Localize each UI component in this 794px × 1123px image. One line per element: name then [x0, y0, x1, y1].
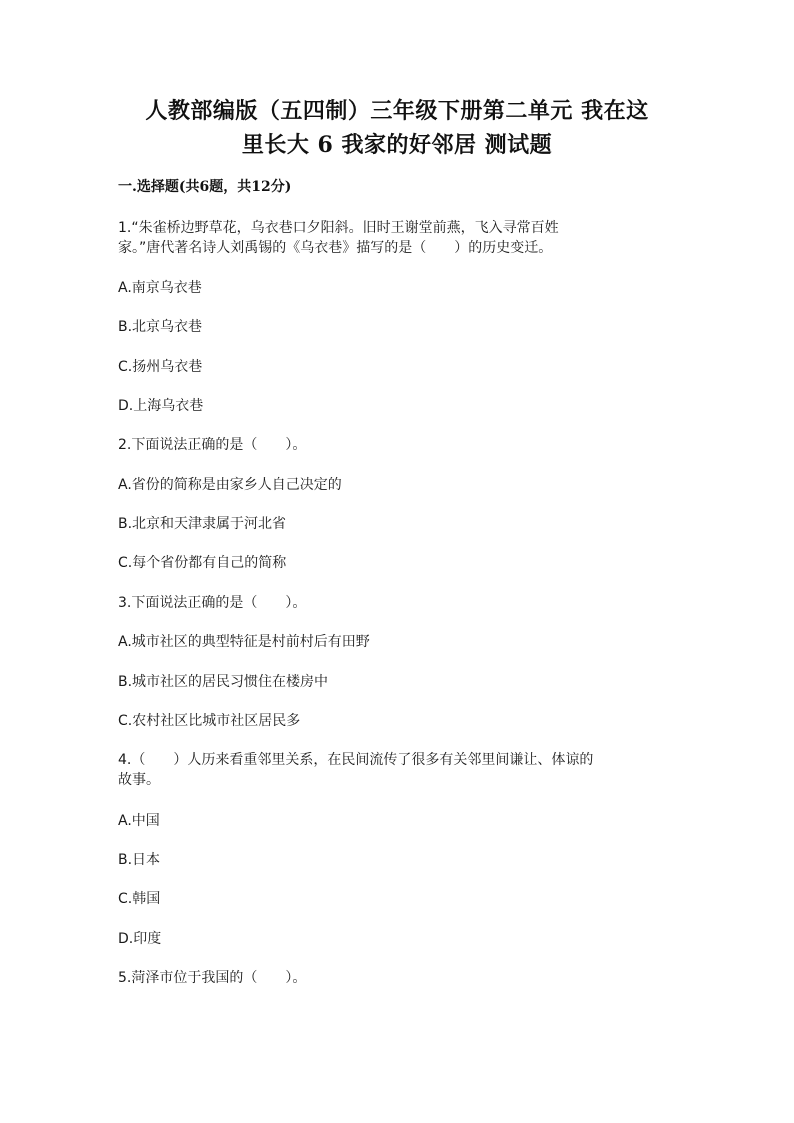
title-line-2: 里长大 6 我家的好邻居 测试题: [241, 132, 553, 158]
question-4-stem-line-1: 4.（ ）人历来看重邻里关系，在民间流传了很多有关邻里间谦让、体谅的: [118, 752, 594, 768]
question-1-option-d: D.上海乌衣巷: [118, 398, 204, 414]
question-1-option-b: B.北京乌衣巷: [118, 319, 203, 335]
question-4-option-d: D.印度: [118, 931, 162, 947]
question-3-option-b: B.城市社区的居民习惯住在楼房中: [118, 674, 329, 690]
question-4-option-c: C.韩国: [118, 891, 161, 907]
page-title: [100, 94, 694, 162]
question-1-option-c: C.扬州乌衣巷: [118, 359, 203, 375]
question-4-option-b: B.日本: [118, 852, 161, 868]
question-4-option-a: A.中国: [118, 813, 160, 829]
question-3-stem: 3.下面说法正确的是（ ）。: [118, 595, 307, 611]
question-1-stem-line-2: 家。”唐代著名诗人刘禹锡的《乌衣巷》描写的是（ ）的历史变迁。: [118, 240, 553, 256]
question-2-stem: 2.下面说法正确的是（ ）。: [118, 437, 307, 453]
question-2-option-c: C.每个省份都有自己的简称: [118, 555, 287, 571]
question-5-stem: 5.菏泽市位于我国的（ ）。: [118, 970, 307, 986]
question-3-option-c: C.农村社区比城市社区居民多: [118, 713, 301, 729]
question-4-stem-line-2: 故事。: [118, 772, 160, 788]
title-line-1: 人教部编版（五四制）三年级下册第二单元 我在这: [145, 98, 649, 124]
question-1-option-a: A.南京乌衣巷: [118, 280, 202, 296]
section-heading: 一.选择题(共6题，共12分): [118, 179, 292, 195]
question-2-option-a: A.省份的简称是由家乡人自己决定的: [118, 477, 342, 493]
question-3-option-a: A.城市社区的典型特征是村前村后有田野: [118, 634, 370, 650]
question-2-option-b: B.北京和天津隶属于河北省: [118, 516, 287, 532]
question-1-stem-line-1: 1.“朱雀桥边野草花，乌衣巷口夕阳斜。旧时王谢堂前燕，飞入寻常百姓: [118, 220, 559, 236]
